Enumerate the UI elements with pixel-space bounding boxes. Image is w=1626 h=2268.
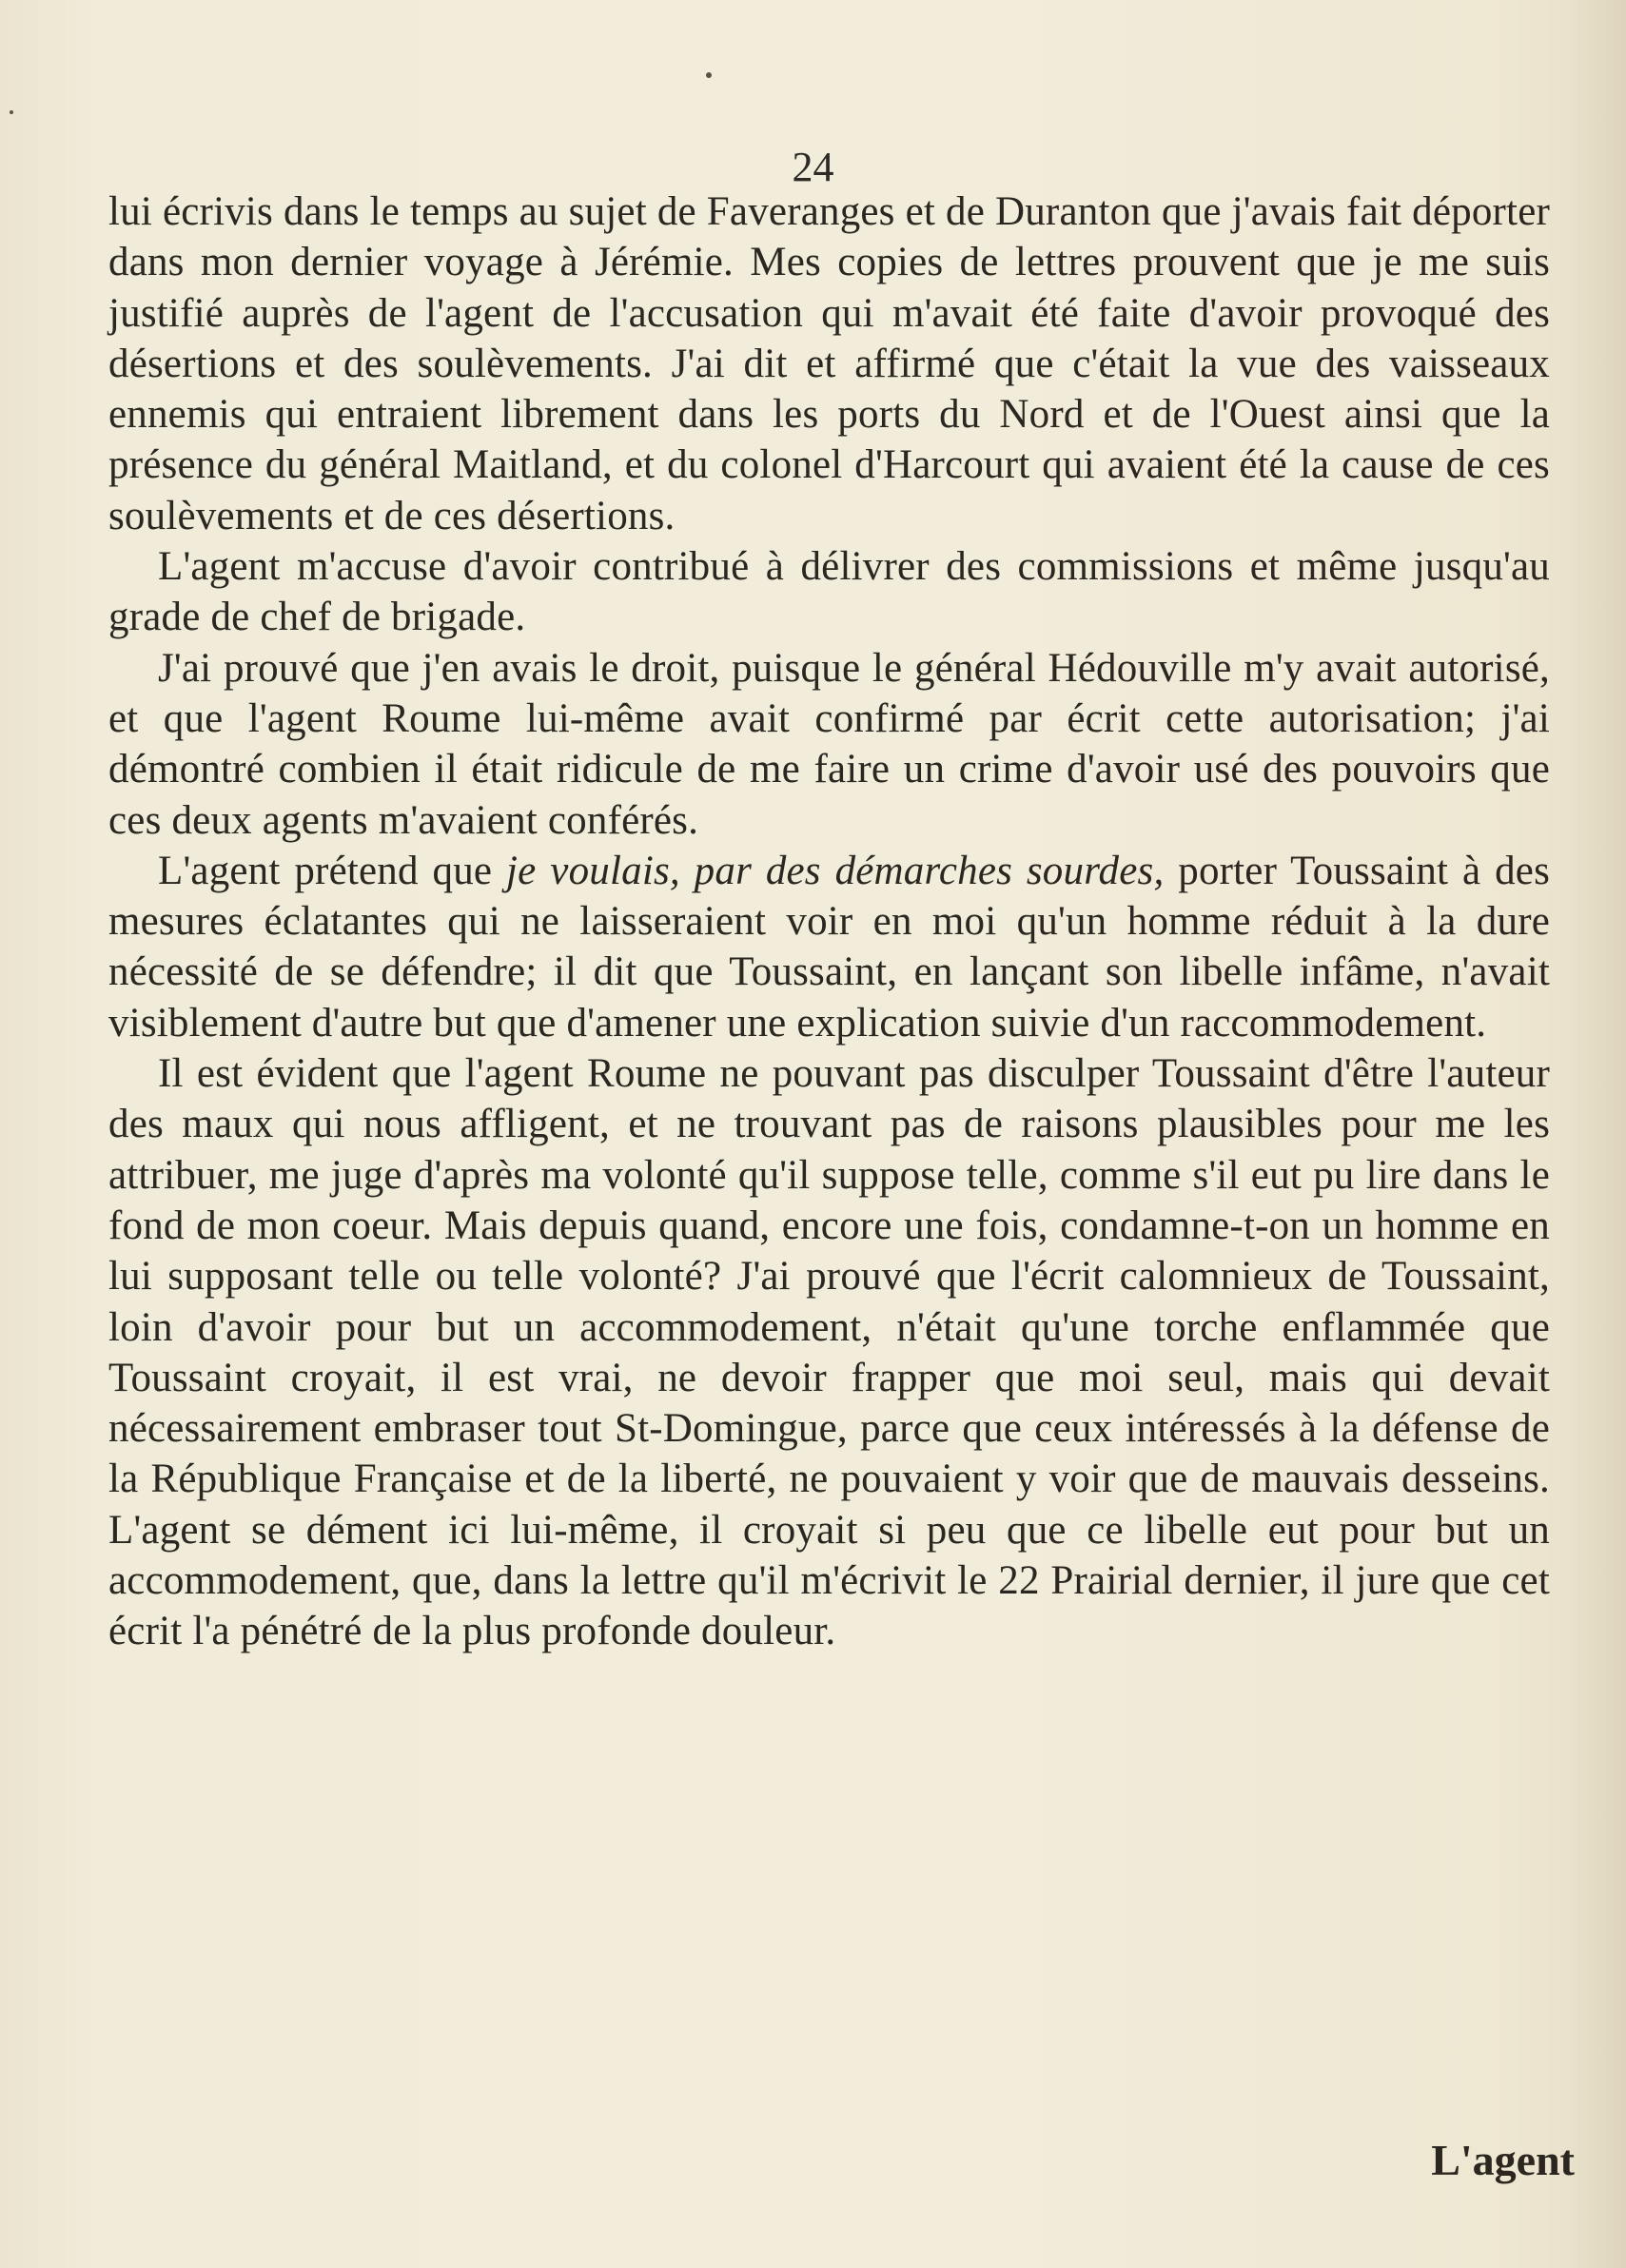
paragraph-4-lead: L'agent prétend que [158,848,507,893]
paragraph-5: Il est évident que l'agent Roume ne pouvant pas disculper Toussaint d'être l'auteur des maux qui nous affligent, et ne trouvant pas de raisons plausibles pour me les attribuer, me juge d'après ma volonté qu'il suppose telle, comme s'il eut pu lire dans le fond de mon coeur. Mais depuis quand, encore une fois, condamne-t-on un homme en lui supposant telle ou telle volonté? J'ai prouvé que l'écrit calomnieux de Toussaint, loin d'avoir pour but un accommodement, n'était qu'une torche enflammée que Toussaint croyait, il est vrai, ne devoir frapper que moi seul, mais qui devait nécessairement embraser tout St-Domingue, parce que ceux intéressés à la défense de la République Française et de la liberté, ne pouvaient y voir que de mauvais desseins. L'agent se dément ici lui-même, il croyait si peu que ce libelle eut pour but un accommodement, que, dans la lettre qu'il m'écrivit le 22 Prairial dernier, il jure que cet écrit l'a pénétré de la plus profonde douleur. [108,1051,1550,1654]
paragraph-3: J'ai prouvé que j'en avais le droit, puisque le général Hédouville m'y avait autorisé, et que l'agent Roume lui-même avait confirmé par écrit cette autorisation; j'ai démontré combien il était ridicule de me faire un crime d'avoir usé des pouvoirs que ces deux agents m'avaient conférés. [108,645,1550,843]
body-text [108,186,1550,1657]
paragraph-2: L'agent m'accuse d'avoir contribué à délivrer des commissions et même jusqu'au grade de chef de brigade. [108,544,1550,640]
paragraph-4 [108,846,1550,1048]
page-number: 24 [792,144,834,190]
ink-speck [10,110,13,114]
ink-speck [706,72,712,78]
paragraph-4-italic-quote: je voulais, par des démarches sourdes, [506,848,1165,893]
paragraph-1: lui écrivis dans le temps au sujet de Faveranges et de Duranton que j'avais fait déporter dans mon dernier voyage à Jérémie. Mes copies de lettres prouvent que je me suis justifié auprès de l'agent de l'accusation qui m'avait été faite d'avoir provoqué des désertions et des soulèvements. J'ai dit et affirmé que c'était la vue des vaisseaux ennemis qui entraient librement dans les ports du Nord et de l'Ouest ainsi que la présence du général Maitland, et du colonel d'Harcourt qui avaient été la cause de ces soulèvements et de ces désertions. [108,189,1550,538]
paragraph-4-rest: porter Toussaint à des mesures éclatantes qui ne laisseraient voir en moi qu'un homme réduit à la dure nécessité de se défendre; il dit que Toussaint, en lançant son libelle infâme, n'avait visiblement d'autre but que d'amener une explication suivie d'un raccommodement. [108,848,1551,1046]
page-edge-shadow [1567,0,1626,2268]
catchword: L'agent [1431,2136,1575,2184]
